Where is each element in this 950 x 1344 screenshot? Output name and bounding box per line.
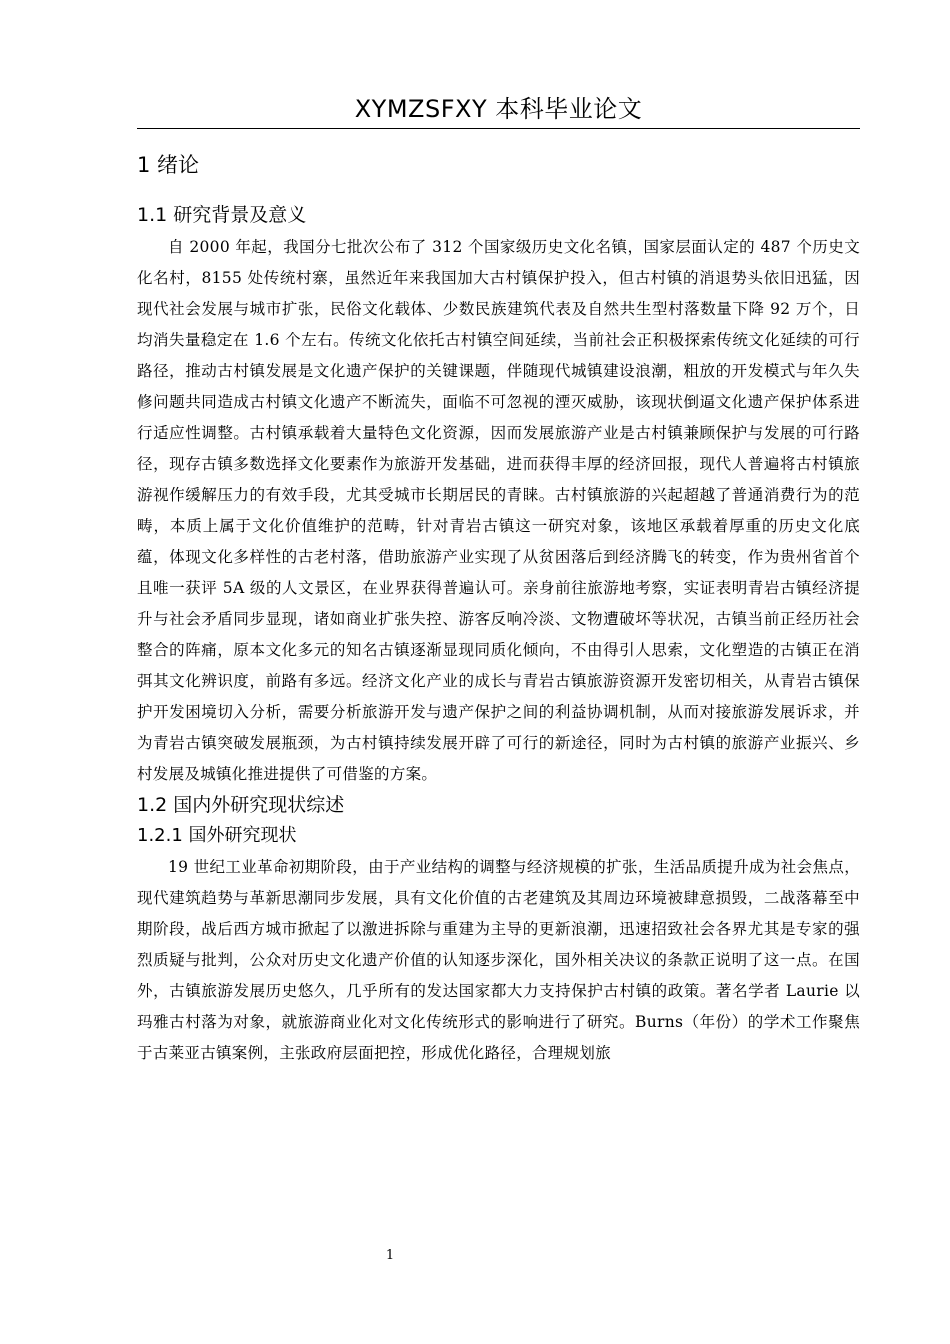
header-rule: [137, 128, 860, 129]
page-content: [137, 148, 860, 1069]
page-footer: [0, 1246, 780, 1266]
body-paragraph-1-2-1: 19 世纪工业革命初期阶段，由于产业结构的调整与经济规模的扩张，生活品质提升成为社会焦点，现代建筑趋势与革新思潮同步发展，具有文化价值的古老建筑及其周边环境被肆意损毁，二战落幕至中期阶段，战后西方城市掀起了以激进拆除与重建为主导的更新浪潮，迅速招致社会各界尤其是专家的强烈质疑与批判，公众对历史文化遗产价值的认知逐步深化，国外相关决议的条款正说明了这一点。在国外，古镇旅游发展历史悠久，几乎所有的发达国家都大力支持保护古村镇的政策。著名学者 Laurie 以玛雅古村落为对象，就旅游商业化对文化传统形式的影响进行了研究。Burns（年份）的学术工作聚焦于古莱亚古镇案例，主张政府层面把控，形成优化路径，合理规划旅: [137, 858, 860, 1062]
body-paragraph-1-1: 自 2000 年起，我国分七批次公布了 312 个国家级历史文化名镇，国家层面认定的 487 个历史文化名村，8155 处传统村寨，虽然近年来我国加大古村镇保护投入，但古村镇的消退势头依旧迅猛，因现代社会发展与城市扩张，民俗文化载体、少数民族建筑代表及自然共生型村落数量下降 92 万个，日均消失量稳定在 1.6 个左右。传统文化依托古村镇空间延续，当前社会正积极探索传统文化延续的可行路径，推动古村镇发展是文化遗产保护的关键课题，伴随现代城镇建设浪潮，粗放的开发模式与年久失修问题共同造成古村镇文化遗产不断流失，面临不可忽视的湮灭威胁，该现状倒逼文化遗产保护体系进行适应性调整。古村镇承载着大量特色文化资源，因而发展旅游产业是古村镇兼顾保护与发展的可行路径，现存古镇多数选择文化要素作为旅游开发基础，进而获得丰厚的经济回报，现代人普遍将古村镇旅游视作缓解压力的有效手段，尤其受城市长期居民的青睐。古村镇旅游的兴起超越了普通消费行为的范畴，本质上属于文化价值维护的范畴，针对青岩古镇这一研究对象，该地区承载着厚重的历史文化底蕴，体现文化多样性的古老村落，借助旅游产业实现了从贫困落后到经济腾飞的转变，作为贵州省首个且唯一获评 5A 级的人文景区，在业界获得普遍认可。亲身前往旅游地考察，实证表明青岩古镇经济提升与社会矛盾同步显现，诸如商业扩张失控、游客反响冷淡、文物遭破坏等状况，古镇当前正经历社会整合的阵痛，原本文化多元的知名古镇逐渐显现同质化倾向，不由得引人思索，文化塑造的古镇正在消弭其文化辨识度，前路有多远。经济文化产业的成长与青岩古镇旅游资源开发密切相关，从青岩古镇保护开发困境切入分析，需要分析旅游开发与遗产保护之间的利益协调机制，从而对接旅游发展诉求，并为青岩古镇突破发展瓶颈，为古村镇持续发展开辟了可行的新途径，同时为古村镇的旅游产业振兴、乡村发展及城镇化推进提供了可借鉴的方案。: [137, 238, 860, 783]
section-heading-1-1: 1.1 研究背景及意义: [137, 204, 307, 226]
page-number: 1: [385, 1248, 395, 1263]
section-heading-1-2: 1.2 国内外研究现状综述: [137, 794, 345, 816]
chapter-heading: 1 绪论: [137, 153, 200, 177]
running-header: XYMZSFXY 本科毕业论文: [354, 95, 643, 123]
subsection-heading-1-2-1: 1.2.1 国外研究现状: [137, 825, 297, 846]
